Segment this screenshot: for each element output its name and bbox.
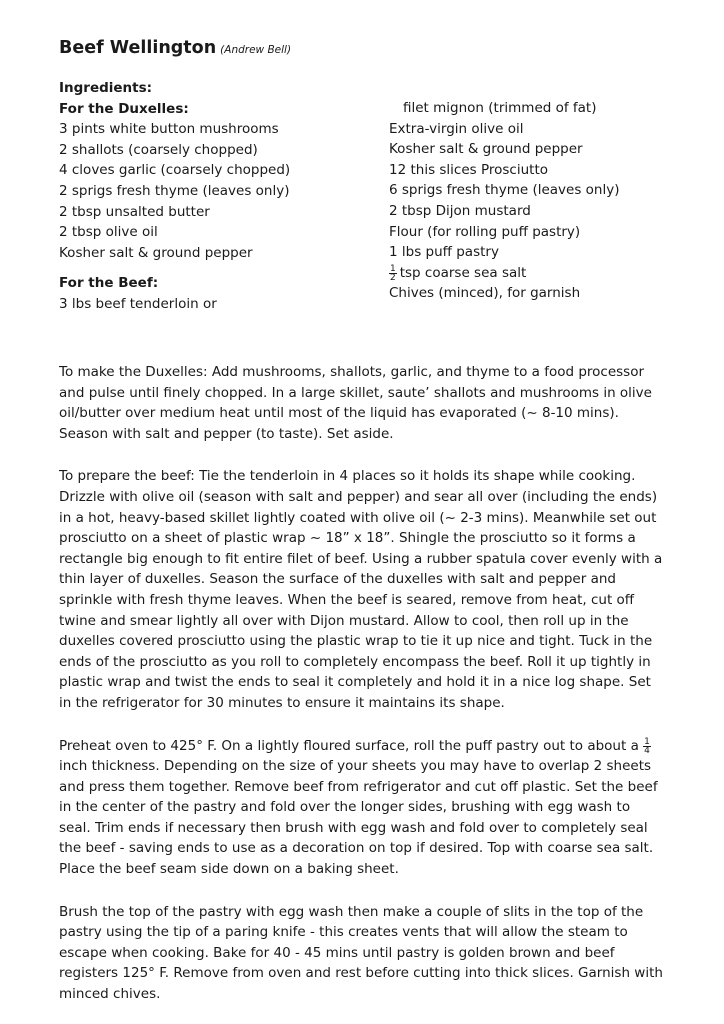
step-pastry: [59, 736, 665, 880]
spacer: [59, 263, 379, 273]
fraction-denominator: 2: [390, 272, 396, 283]
ingredients-section: [59, 78, 669, 332]
ingredient-item-salt: [389, 263, 679, 284]
ingredient-item: filet mignon (trimmed of fat): [403, 100, 597, 116]
ingredient-item: 6 sprigs fresh thyme (leaves only): [389, 182, 620, 199]
quarter-fraction: [643, 738, 651, 755]
ingredient-item: Chives (minced), for garnish: [389, 285, 581, 302]
ingredient-item: 2 tbsp olive oil: [59, 224, 158, 241]
ingredient-item: 2 sprigs fresh thyme (leaves only): [59, 182, 290, 199]
ingredient-item: 12 this slices Prosciutto: [389, 161, 549, 178]
duxelles-heading: For the Duxelles:: [59, 100, 189, 117]
recipe-author: (Andrew Bell): [220, 44, 292, 56]
half-fraction: [389, 265, 397, 282]
ingredient-item: Kosher salt & ground pepper: [389, 141, 583, 158]
ingredient-item: Extra-virgin olive oil: [389, 120, 524, 137]
ingredient-item: 2 shallots (coarsely chopped): [59, 141, 258, 158]
ingredient-item: 3 pints white button mushrooms: [59, 121, 279, 138]
fraction-denominator: 4: [644, 745, 650, 756]
step-prepare-beef: To prepare the beef: Tie the tenderloin in 4 places so it holds its shape while cooking. Drizzle with olive oil (season with salt and pepper) and sear all over (including the ends) in a hot, heavy-based skillet lightly coated with olive oil (~ 2-3 mins). Meanwhile set out prosciutto on a sheet of plastic wrap ~ 18” x 18”. Shingle the prosciutto so it forms a rectangle big enough to fit entire filet of beef. Using a rubber spatula cover evenly with a thin layer of duxelles. Season the surface of the duxelles with salt and pepper and sprinkle with fresh thyme leaves. When the beef is seared, remove from heat, cut off twine and smear lightly all over with Dijon mustard. Allow to cool, then roll up in the duxelles covered prosciutto using the plastic wrap to tie it up nice and tight. Tuck in the ends of the prosciutto as you roll to completely encompass the beef. Roll it up tightly in plastic wrap and twist the ends to seal it completely and hold it in a nice log shape. Set in the refrigerator for 30 minutes to ensure it maintains its shape.: [59, 468, 663, 711]
ingredient-item: 1 lbs puff pastry: [389, 244, 499, 261]
ingredients-left-column: [59, 78, 379, 315]
step-bake: Brush the top of the pastry with egg wash then make a couple of slits in the top of the pastry using the tip of a paring knife - this creates vents that will allow the steam to escape when cooking. Bake for 40 - 45 mins until pastry is golden brown and beef registers 125° F. Remove from oven and rest before cutting into thick slices. Garnish with minced chives.: [59, 903, 663, 1003]
recipe-title-row: [59, 36, 669, 62]
ingredient-item: 3 lbs beef tenderloin or: [59, 295, 217, 312]
step-pastry-text-a: Preheat oven to 425° F. On a lightly floured surface, roll the puff pastry out to about a: [59, 737, 639, 754]
fraction-numerator: 1: [390, 263, 396, 274]
fraction-numerator: 1: [644, 736, 650, 747]
ingredient-item: 4 cloves garlic (coarsely chopped): [59, 162, 291, 179]
ingredient-item: Flour (for rolling puff pastry): [389, 223, 581, 240]
step-pastry-text-b: inch thickness. Depending on the size of your sheets you may have to overlap 2 sheets and press them together. Remove beef from refrigerator and cut off plastic. Set the beef in the center of the pastry and fold over the longer sides, brushing with egg wash to seal. Trim ends if necessary then brush with egg wash and fold over to completely seal the beef - saving ends to use as a decoration on top if desired. Top with coarse sea salt. Place the beef seam side down on a baking sheet.: [59, 758, 658, 878]
salt-text: tsp coarse sea salt: [399, 264, 527, 281]
ingredient-item: 2 tbsp Dijon mustard: [389, 202, 531, 219]
ingredients-right-column: [389, 98, 679, 304]
ingredient-item: 2 tbsp unsalted butter: [59, 203, 210, 220]
step-duxelles: To make the Duxelles: Add mushrooms, shallots, garlic, and thyme to a food processor and pulse until finely chopped. In a large skillet, saute’ shallots and mushrooms in olive oil/butter over medium heat until most of the liquid has evaporated (~ 8-10 mins). Season with salt and pepper (to taste). Set aside.: [59, 364, 652, 442]
ingredient-item: Kosher salt & ground pepper: [59, 244, 253, 261]
recipe-title: Beef Wellington: [59, 38, 217, 58]
recipe-page: [59, 36, 669, 1005]
ingredients-heading: Ingredients:: [59, 80, 153, 96]
beef-heading: For the Beef:: [59, 275, 159, 292]
